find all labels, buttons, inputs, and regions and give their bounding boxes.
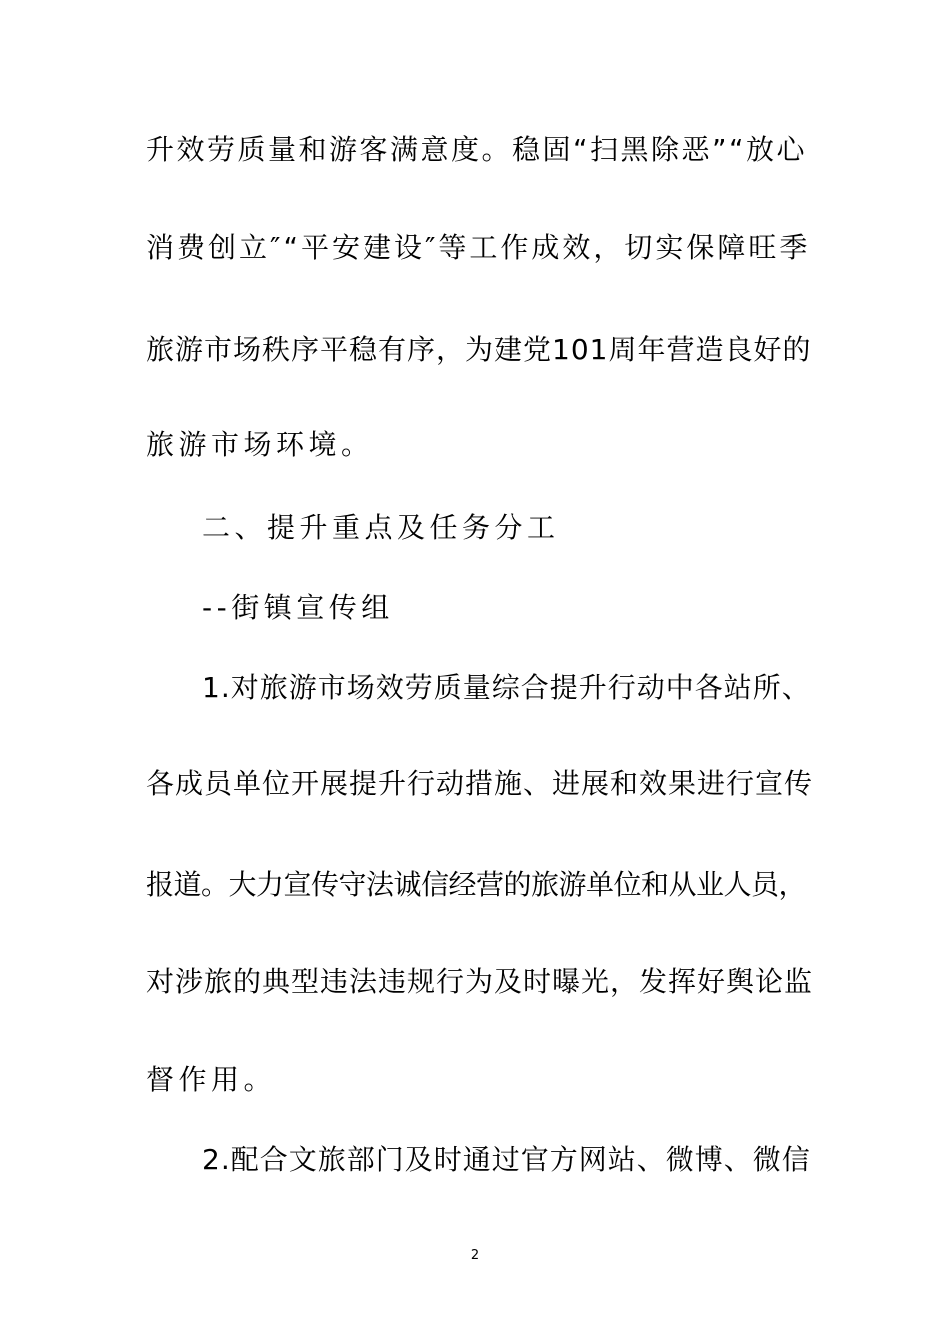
list-item-1-line-2: 各成员单位开展提升行动措施、进展和效果进行宣传 xyxy=(146,767,814,800)
paragraph-line-3: 旅游市场秩序平稳有序，为建党101周年营造良好的 xyxy=(146,333,812,366)
page-number: 2 xyxy=(470,1248,480,1263)
list-item-2-line-1: 2.配合文旅部门及时通过官方网站、微博、微信 xyxy=(202,1143,811,1176)
list-item-1-line-3: 报道。大力宣传守法诚信经营的旅游单位和从业人员， xyxy=(146,868,807,901)
section-heading: 二、提升重点及任务分工 xyxy=(202,511,560,544)
paragraph-line-1: 升效劳质量和游客满意度。稳固“扫黑除恶”“放心 xyxy=(146,133,808,166)
paragraph-line-4: 旅游市场环境。 xyxy=(146,428,374,461)
list-item-1-line-4: 对涉旅的典型违法违规行为及时曝光，发挥好舆论监 xyxy=(146,965,814,998)
paragraph-line-2: 消费创立″“平安建设″等工作成效，切实保障旺季 xyxy=(146,231,811,264)
list-item-1-line-5: 督作用。 xyxy=(146,1063,277,1096)
group-heading: --街镇宣传组 xyxy=(202,591,394,624)
list-item-1-line-1: 1.对旅游市场效劳质量综合提升行动中各站所、 xyxy=(202,671,811,704)
